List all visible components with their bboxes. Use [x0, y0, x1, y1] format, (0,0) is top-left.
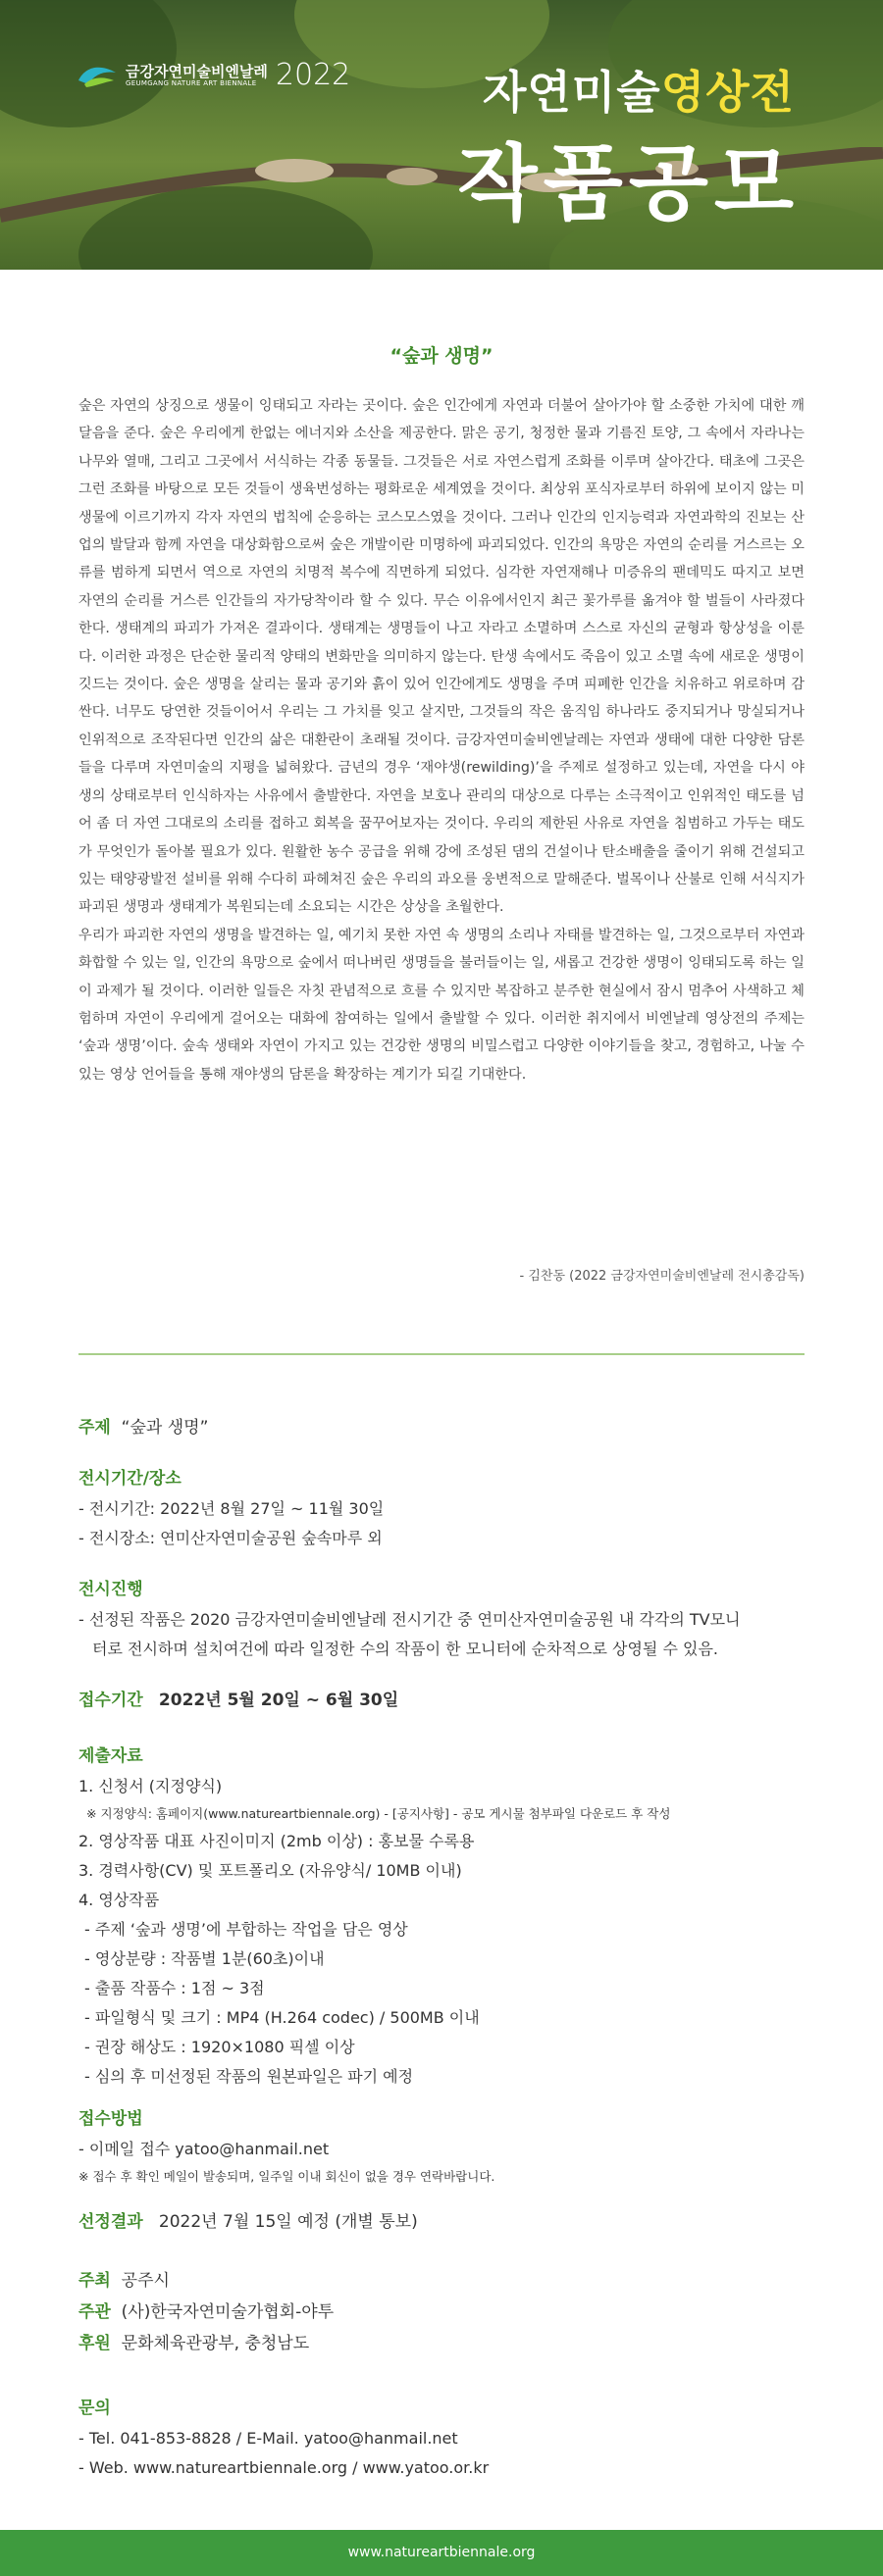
theme-value: “숲과 생명”: [121, 1418, 209, 1438]
hero-banner: [0, 0, 883, 270]
essay-body: [78, 392, 805, 1088]
submission-subitem: - 심의 후 미선정된 작품의 원본파일은 파기 예정: [84, 2067, 414, 2086]
reception-value: 2022년 5월 20일 ~ 6월 30일: [158, 1691, 399, 1710]
result-value: 2022년 7월 15일 예정 (개별 통보): [158, 2212, 418, 2232]
theme-row: [78, 1412, 805, 1443]
reception-row: [78, 1685, 805, 1716]
submission-label: 제출자료: [78, 1746, 143, 1766]
sponsor-value: 문화체육관광부, 충청남도: [121, 2334, 310, 2353]
theme-label: 주제: [78, 1418, 111, 1438]
footer-url[interactable]: www.natureartbiennale.org: [0, 2530, 883, 2576]
logo-year: 2022: [275, 58, 351, 92]
period-line: - 전시장소: 연미산자연미술공원 숲속마루 외: [78, 1529, 383, 1547]
credits-section: [78, 2265, 805, 2359]
contact-label: 문의: [78, 2399, 111, 2418]
title-part2: 영상전: [660, 66, 795, 119]
submission-section: [78, 1741, 805, 2092]
reception-label: 접수기간: [78, 1691, 143, 1710]
submission-subitem: - 주제 ‘숲과 생명’에 부합하는 작업을 담은 영상: [84, 1920, 408, 1939]
sponsor-label: 후원: [78, 2334, 111, 2353]
organizer-value: (사)한국자연미술가협회-야투: [121, 2302, 335, 2322]
method-line: - 이메일 접수 yatoo@hanmail.net: [78, 2140, 330, 2158]
submission-item: 2. 영상작품 대표 사진이미지 (2mb 이상) : 홍보물 수록용: [78, 1832, 475, 1850]
essay-paragraph: 우리가 파괴한 자연의 생명을 발견하는 일, 예기치 못한 자연 속 생명의 소리나 자태를 발견하는 일, 그것으로부터 자연과 화합할 수 있는 일, 인간의 욕망으로 숲에서 떠나버린 생명들을 불러들이는 일, 새롭고 건강한 생명이 잉태되도록 하는 일이 과제가 될 것이다. 이러한 일들은 자칫 관념적으로 흐를 수 있지만 복잡하고 분주한 현실에서 잠시 멈추어 사색하고 체험하며 자연이 우리에게 걸어오는 대화에 참여하는 일에서 출발할 수 있다. 이러한 취지에서 비엔날레 영상전의 주제는 ‘숲과 생명’이다. 숲속 생태와 자연이 가지고 있는 건강한 생명의 비밀스럽고 다양한 이야기들을 찾고, 경험하고, 나눌 수 있는 영상 언어들을 통해 재야생의 담론을 확장하는 계기가 되길 기대한다.: [78, 927, 805, 1083]
method-section: [78, 2103, 805, 2190]
period-line: - 전시기간: 2022년 8월 27일 ~ 11월 30일: [78, 1499, 385, 1518]
progress-label: 전시진행: [78, 1580, 143, 1599]
submission-subitem: - 출품 작품수 : 1점 ~ 3점: [84, 1979, 265, 1997]
biennale-logo: [77, 58, 351, 92]
essay-title: “숲과 생명”: [390, 345, 493, 367]
title-part1: 자연미술: [482, 66, 661, 119]
essay-paragraph: 숲은 자연의 상징으로 생물이 잉태되고 자라는 곳이다. 숲은 인간에게 자연과 더불어 살아가야 할 소중한 가치에 대한 깨달음을 준다. 숲은 우리에게 한없는 에너지와 소산을 제공한다. 맑은 공기, 청정한 물과 기름진 토양, 그 속에서 자라나는 나무와 열매, 그리고 그곳에서 서식하는 각종 동물들. 그것들은 서로 자연스럽게 조화를 이루며 살아간다. 태초에 그곳은 그런 조화를 바탕으로 모든 것들이 생육번성하는 평화로운 세계였을 것이다. 최상위 포식자로부터 하위에 보이지 않는 미생물에 이르기까지 각자 자연의 법칙에 순응하는 코스모스였을 것이다. 그러나 인간의 인지능력과 자연과학의 진보는 산업의 발달과 함께 자연을 대상화함으로써 숲은 개발이란 미명하에 파괴되었다. 인간의 욕망은 자연의 순리를 거스르는 오류를 범하게 되면서 역으로 자연의 치명적 복수에 직면하게 되었다. 심각한 자연재해나 미증유의 팬데믹도 따지고 보면 자연의 순리를 거스른 인간들의 자가당착이라 할 수 있다. 무슨 이유에서인지 최근 꽃가루를 옮겨야 할 벌들이 사라졌다 한다. 생태계의 파괴가 가져온 결과이다. 생태계는 생명들이 나고 자라고 소멸하며 스스로 자신의 균형과 항상성을 이룬다. 이러한 과정은 단순한 물리적 양태의 변화만을 의미하지 않는다. 탄생 속에서도 죽음이 있고 소멸 속에 새로운 생명이 깃드는 것이다. 숲은 생명을 살리는 물과 공기와 흙이 있어 인간에게도 생명을 주며 피폐한 인간을 치유하고 위로하며 감싼다. 너무도 당연한 것들이어서 우리는 그 가치를 잊고 살지만, 그것들의 작은 움직임 하나라도 중지되거나 망실되거나 인위적으로 조작된다면 인간의 삶은 대환란이 초래될 것이다. 금강자연미술비엔날레는 자연과 생태에 대한 다양한 담론들을 다루며 자연미술의 지평을 넓혀왔다. 금년의 경우 ‘재야생(rewilding)’을 주제로 설정하고 있는데, 자연을 다시 야생의 상태로부터 인식하자는 사유에서 출발한다. 자연을 보호나 관리의 대상으로 다루는 소극적이고 인위적인 태도를 넘어 좀 더 자연 그대로의 소리를 접하고 회복을 꿈꾸어보자는 것이다. 우리의 제한된 사유로 자연을 침범하고 가두는 태도가 무엇인가 돌아볼 필요가 있다. 원활한 농수 공급을 위해 강에 조성된 댐의 건설이나 탄소배출을 줄이기 위해 건설되고 있는 태양광발전 설비를 위해 수다히 파헤쳐진 숲은 우리의 과오를 웅변적으로 말해준다. 벌목이나 산불로 인해 서식지가 파괴된 생명과 생태계가 복원되는데 소요되는 시간은 상상을 초월한다.: [78, 398, 805, 916]
logo-english-name: GEUMGANG NATURE ART BIENNALE: [126, 78, 257, 87]
result-row: [78, 2206, 805, 2238]
progress-section: [78, 1574, 805, 1664]
submission-subitem: - 파일형식 및 크기 : MP4 (H.264 codec) / 500MB 이내: [84, 2008, 480, 2027]
progress-line: 터로 전시하며 설치여건에 따라 일정한 수의 작품이 한 모니터에 순차적으로 상영될 수 있음.: [92, 1640, 718, 1658]
method-label: 접수방법: [78, 2109, 143, 2129]
period-label: 전시기간/장소: [78, 1469, 182, 1489]
submission-note: ※ 지정양식: 홈페이지(www.natureartbiennale.org) - [공지사항] - 공모 게시물 첨부파일 다운로드 후 작성: [86, 1806, 671, 1821]
poster-title: [483, 57, 795, 122]
progress-line: - 선정된 작품은 2020 금강자연미술비엔날레 전시기간 중 연미산자연미술공원 내 각각의 TV모니: [78, 1610, 741, 1629]
submission-item: 4. 영상작품: [78, 1891, 160, 1909]
submission-subitem: - 권장 해상도 : 1920×1080 픽셀 이상: [84, 2038, 355, 2056]
result-label: 선정결과: [78, 2212, 143, 2232]
host-value: 공주시: [121, 2271, 170, 2291]
submission-item: 3. 경력사항(CV) 및 포트폴리오 (자유양식/ 10MB 이내): [78, 1861, 462, 1880]
contact-line: - Tel. 041-853-8828 / E-Mail. yatoo@hanmail.net: [78, 2429, 458, 2448]
submission-subitem: - 영상분량 : 작품별 1분(60초)이내: [84, 1949, 325, 1968]
submission-item: 1. 신청서 (지정양식): [78, 1777, 223, 1795]
section-divider: [78, 1353, 805, 1355]
essay-credit: - 김찬동 (2022 금강자연미술비엔날레 전시총감독): [519, 1269, 805, 1284]
poster-subtitle: 작품공모: [457, 135, 800, 231]
logo-korean-name: 금강자연미술비엔날레: [126, 62, 268, 80]
host-label: 주최: [78, 2271, 111, 2291]
period-section: [78, 1463, 805, 1553]
contact-section: [78, 2393, 805, 2483]
biennale-logo-icon: [77, 63, 118, 88]
contact-line: - Web. www.natureartbiennale.org / www.yatoo.or.kr: [78, 2458, 490, 2477]
organizer-label: 주관: [78, 2302, 111, 2322]
method-note: ※ 접수 후 확인 메일이 발송되며, 일주일 이내 회신이 없을 경우 연락바랍니다.: [78, 2169, 495, 2184]
